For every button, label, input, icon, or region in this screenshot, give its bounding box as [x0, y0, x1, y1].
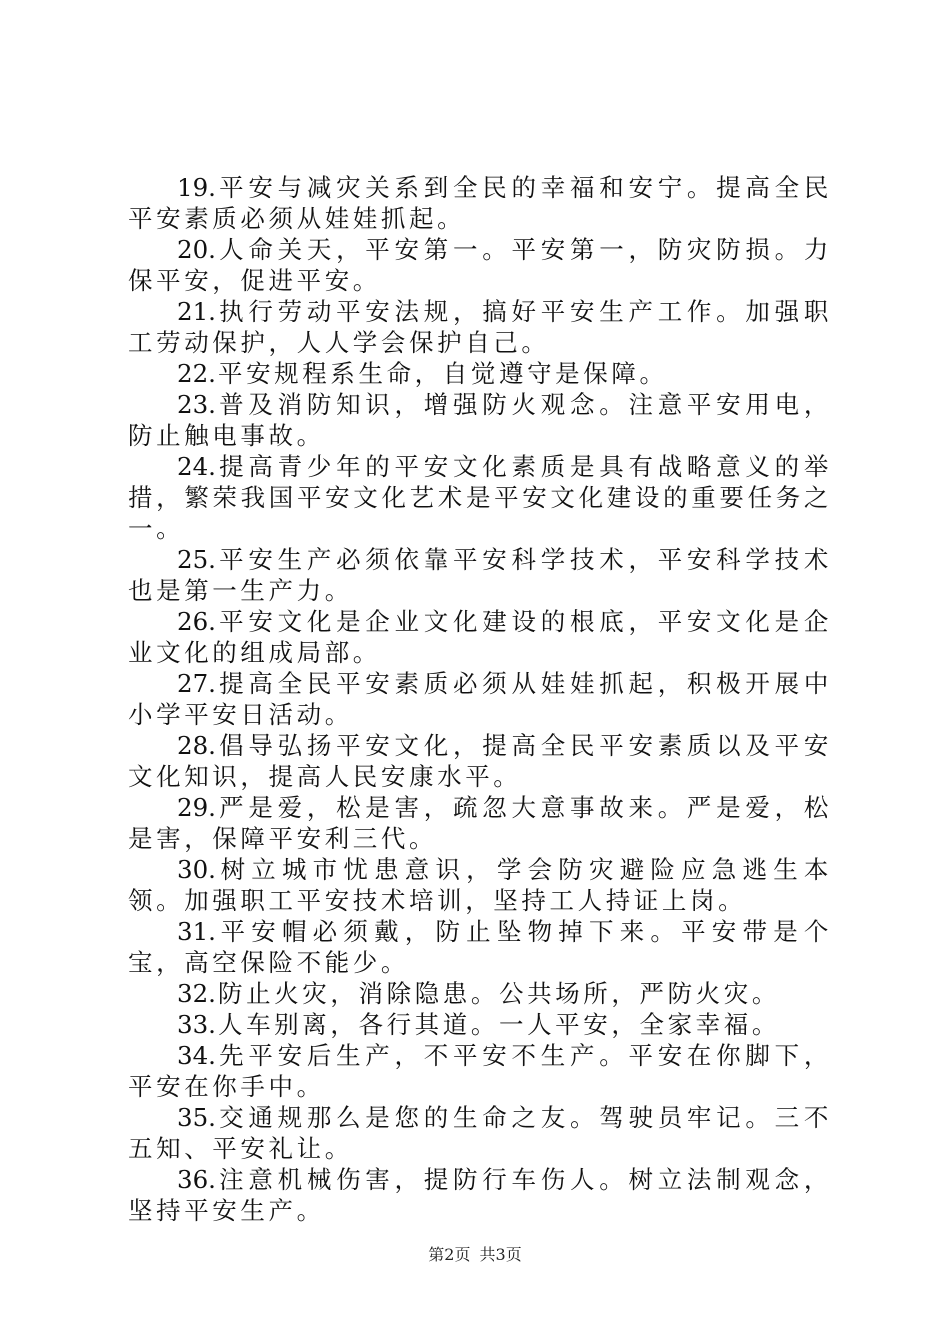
item-text: 平安生产必须依靠平安科学技术，平安科学技术也是第一生产力。 — [128, 545, 832, 605]
item-text: 防止火灾，消除隐患。公共场所，严防火灾。 — [217, 979, 780, 1008]
item-number: 34. — [177, 1041, 216, 1070]
item-number: 35. — [177, 1103, 216, 1132]
page-footer — [0, 1244, 950, 1266]
item-number: 31. — [177, 917, 216, 946]
page-number: 第2页 — [428, 1245, 471, 1264]
item-text: 人车别离，各行其道。一人平安，全家幸福。 — [217, 1010, 780, 1039]
item-number: 23. — [177, 390, 216, 419]
item-text: 树立城市忧患意识，学会防灾避险应急逃生本领。加强职工平安技术培训，坚持工人持证上岗。 — [128, 855, 832, 915]
item-number: 21. — [177, 297, 216, 326]
item-number: 33. — [177, 1010, 216, 1039]
item-number: 28. — [177, 731, 216, 760]
item-text: 普及消防知识，增强防火观念。注意平安用电，防止触电事故。 — [128, 390, 832, 450]
list-item — [128, 1040, 832, 1102]
item-number: 19. — [177, 173, 216, 202]
item-number: 32. — [177, 979, 216, 1008]
item-number: 22. — [177, 359, 216, 388]
item-number: 29. — [177, 793, 216, 822]
item-number: 26. — [177, 607, 216, 636]
list-item — [128, 854, 832, 916]
item-text: 严是爱，松是害，疏忽大意事故来。严是爱，松是害，保障平安利三代。 — [128, 793, 832, 853]
item-number: 20. — [177, 235, 216, 264]
page-total: 共3页 — [479, 1245, 522, 1264]
item-text: 平安与减灾关系到全民的幸福和安宁。提高全民平安素质必须从娃娃抓起。 — [128, 173, 832, 233]
list-item — [128, 451, 832, 544]
list-item — [128, 1102, 832, 1164]
item-text: 平安文化是企业文化建设的根底，平安文化是企业文化的组成局部。 — [128, 607, 832, 667]
list-item — [128, 389, 832, 451]
list-item — [128, 358, 832, 389]
list-item — [128, 978, 832, 1009]
list-item — [128, 172, 832, 234]
item-text: 注意机械伤害，提防行车伤人。树立法制观念，坚持平安生产。 — [128, 1165, 832, 1225]
list-item — [128, 668, 832, 730]
item-text: 平安规程系生命，自觉遵守是保障。 — [217, 359, 668, 388]
list-item — [128, 234, 832, 296]
item-number: 24. — [177, 452, 216, 481]
list-item — [128, 606, 832, 668]
item-number: 30. — [177, 855, 216, 884]
item-text: 人命关天，平安第一。平安第一，防灾防损。力保平安，促进平安。 — [128, 235, 832, 295]
list-item — [128, 730, 832, 792]
item-number: 36. — [177, 1165, 216, 1194]
list-item — [128, 296, 832, 358]
list-item — [128, 544, 832, 606]
item-text: 交通规那么是您的生命之友。驾驶员牢记。三不五知、平安礼让。 — [128, 1103, 832, 1163]
list-item — [128, 792, 832, 854]
item-text: 提高全民平安素质必须从娃娃抓起，积极开展中小学平安日活动。 — [128, 669, 832, 729]
item-text: 提高青少年的平安文化素质是具有战略意义的举措，繁荣我国平安文化艺术是平安文化建设的重要任务之一。 — [128, 452, 832, 543]
item-number: 25. — [177, 545, 216, 574]
list-item — [128, 916, 832, 978]
item-number: 27. — [177, 669, 216, 698]
item-text: 执行劳动平安法规，搞好平安生产工作。加强职工劳动保护，人人学会保护自己。 — [128, 297, 832, 357]
item-text: 倡导弘扬平安文化，提高全民平安素质以及平安文化知识，提高人民安康水平。 — [128, 731, 832, 791]
document-body — [128, 172, 832, 1226]
item-text: 平安帽必须戴，防止坠物掉下来。平安带是个宝，高空保险不能少。 — [128, 917, 832, 977]
item-text: 先平安后生产，不平安不生产。平安在你脚下，平安在你手中。 — [128, 1041, 832, 1101]
list-item — [128, 1009, 832, 1040]
list-item — [128, 1164, 832, 1226]
